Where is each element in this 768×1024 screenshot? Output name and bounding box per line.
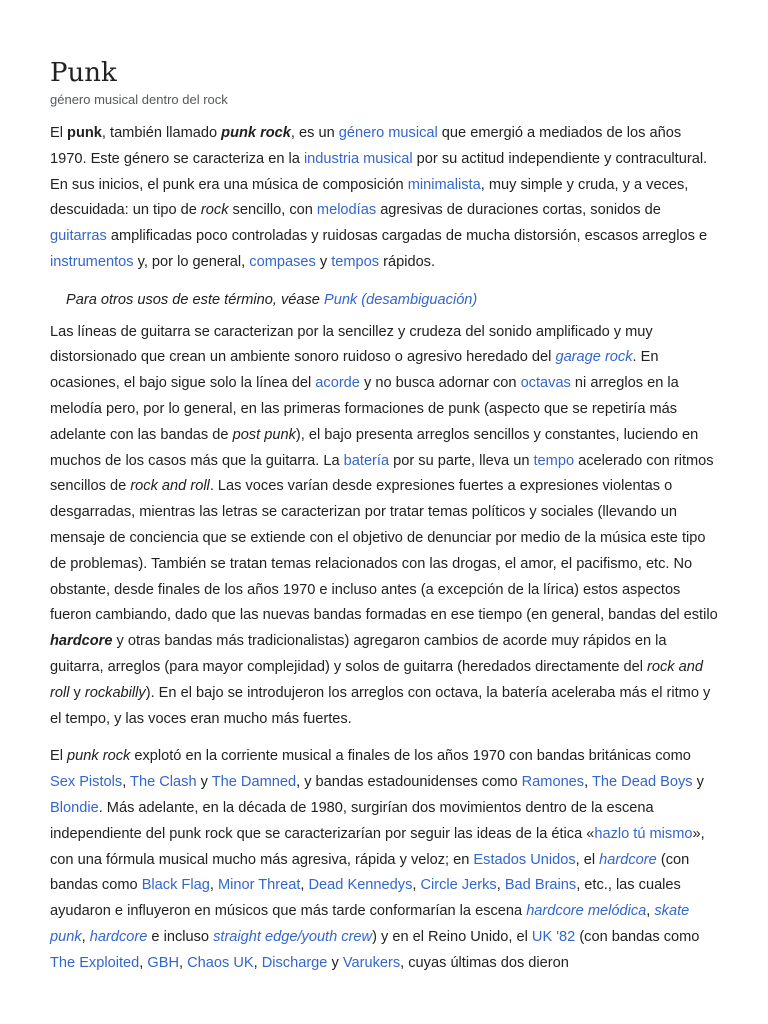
text: sencillo, con [228,202,317,219]
text: , [496,877,505,894]
text: , [139,954,148,971]
link-blondie[interactable]: Blondie [50,799,99,816]
text: ). En el bajo se introdujeron los arreglos con octava, la batería aceleraba más el ritmo y el tempo, y las voces eran mucho más fuertes. [50,684,711,727]
link-circle-jerks[interactable]: Circle Jerks [420,877,497,894]
text: acelerado con ritmos sencillos de [50,452,714,495]
bold-term-punk: punk [67,125,102,141]
page-subtitle: género musical dentro del rock [50,92,228,107]
link-estados-unidos[interactable]: Estados Unidos [473,851,576,868]
link-the-dead-boys[interactable]: The Dead Boys [591,774,693,791]
text: Las líneas de guitarra se caracterizan por la sencillez y crudeza del sonido amplificado y muy distorsionado que crean un ambiente sonoro ruidoso o agresivo heredado del [50,323,653,366]
link-the-exploited[interactable]: The Exploited [50,954,140,971]
text: y, por lo general, [133,253,250,270]
italic-punk-rock: punk rock [67,748,131,765]
link-ramones[interactable]: Ramones [521,774,585,791]
text: y [69,684,85,701]
text: y [315,253,332,270]
link-the-clash[interactable]: The Clash [130,774,197,791]
link-acorde[interactable]: acorde [315,375,360,392]
text: que emergió a mediados de los años 1970. Este género se caracteriza en la [50,125,682,167]
link-hardcore-2[interactable]: hardcore [89,928,148,945]
text: agresivas de duraciones cortas, sonidos de [376,202,661,219]
text: amplificadas poco controladas y ruidosas cargadas de mucha distorsión, escasos arreglos e [106,228,708,245]
text: ), el bajo presenta arreglos sencillos y constantes, luciendo en muchos de los casos más que la guitarra. La [50,426,699,469]
text: ) y en el Reino Unido, el [372,928,532,945]
link-genero-musical[interactable]: género musical [338,125,438,141]
link-octavas[interactable]: octavas [520,375,571,392]
text: , [122,774,131,791]
link-compases[interactable]: compases [249,253,316,270]
paragraph-intro [50,121,718,276]
italic-rockabilly: rockabilly [84,684,146,701]
link-discharge[interactable]: Discharge [261,954,328,971]
link-tempos[interactable]: tempos [331,253,380,270]
link-dead-kennedys[interactable]: Dead Kennedys [308,877,413,894]
text: , el [575,851,600,868]
link-instrumentos[interactable]: instrumentos [50,253,134,270]
link-sex-pistols[interactable]: Sex Pistols [50,774,123,791]
link-bad-brains[interactable]: Bad Brains [504,877,577,894]
page-title: Punk [50,58,117,88]
hatnote-text: Para otros usos de este término, véase [66,291,324,308]
link-varukers[interactable]: Varukers [342,954,401,971]
text: y [327,954,343,971]
paragraph-history [50,744,718,976]
text: y no busca adornar con [359,375,521,392]
text: por su parte, lleva un [389,452,534,469]
link-skate-punk[interactable]: skate punk [50,903,690,945]
text: , [253,954,262,971]
text: , es un [290,125,339,141]
link-the-damned[interactable]: The Damned [211,774,297,791]
text: (con bandas como [50,851,690,894]
bold-term-punk-rock: punk rock [221,125,291,141]
text: , muy simple y cruda, y a veces, descuidada: un tipo de [50,176,689,219]
text: , [81,928,90,945]
text: , [584,774,592,791]
link-hardcore[interactable]: hardcore [599,851,657,868]
italic-rock: rock [200,202,229,219]
text: ni arreglos en la melodía pero, por lo general, en las primeras formaciones de punk (aspecto que se repetiría más adelante con las bandas de [50,375,679,443]
text: , también llamado [101,125,222,141]
italic-rock-and-roll: rock and roll [50,658,704,701]
link-garage-rock[interactable]: garage rock [555,349,633,366]
text: , etc., las cuales ayudaron e influyeron en músicos que más tarde conformarían la escena [50,877,681,920]
link-straight-edge-youth-crew[interactable]: straight edge/youth crew [213,928,373,945]
italic-post-punk: post punk [232,426,296,443]
text: y [196,774,212,791]
hatnote [66,288,718,314]
text: rápidos. [379,253,436,270]
link-guitarras[interactable]: guitarras [50,228,107,245]
text: El [50,748,68,765]
text: . Las voces varían desde expresiones fuertes a expresiones violentas o desgarradas, mientras las letras se caracterizan por tratar temas políticos y sociales (llevando un mensaje de conciencia que se extiende con el objetivo de denunciar por medio de la música este tipo de problemas). También se tratan temas relacionados con las drogas, el amor, el pacifismo, etc. No obstante, desde finales de los años 1970 e incluso antes (a excepción de la lírica) estos aspectos fueron cambiando, dado que las nuevas bandas formadas en ese tiempo (en general, bandas del estilo [50,478,718,624]
link-minimalista[interactable]: minimalista [407,176,481,193]
link-hardcore-melodica[interactable]: hardcore melódica [526,903,647,920]
text: , [646,903,655,920]
text: . En ocasiones, el bajo sigue solo la línea del [50,349,659,392]
link-minor-threat[interactable]: Minor Threat [217,877,301,894]
link-uk-82[interactable]: UK '82 [531,928,576,945]
text: », con una fórmula musical mucho más agresiva, rápida y veloz; en [50,825,705,868]
text: , [300,877,309,894]
link-punk-desambiguacion[interactable]: Punk (desambiguación) [323,291,478,308]
link-chaos-uk[interactable]: Chaos UK [187,954,254,971]
italic-rock-and-roll: rock and roll [130,478,210,495]
text: , y bandas estadounidenses como [296,774,522,791]
text: y otras bandas más tradicionalistas) agregaron cambios de acorde muy rápidos en la guitarra, arreglos (para mayor complejidad) y solos de guitarra (heredados directamente del [50,633,667,675]
link-bateria[interactable]: batería [343,452,390,469]
text: , [412,877,421,894]
bold-term-hardcore: hardcore [50,633,113,650]
text: , [209,877,218,894]
link-tempo[interactable]: tempo [533,452,575,469]
text: , cuyas últimas dos dieron [400,954,569,971]
link-gbh[interactable]: GBH [147,954,179,971]
link-melodias[interactable]: melodías [316,202,377,219]
text: por su actitud independiente y contracultural. En sus inicios, el punk era una música de composición [50,150,708,193]
paragraph-guitar [50,320,718,733]
link-industria-musical[interactable]: industria musical [303,150,413,167]
text: y [692,774,704,791]
text: El [50,125,68,141]
text: explotó en la corriente musical a finales de los años 1970 con bandas británicas como [130,748,691,765]
link-hazlo-tu-mismo[interactable]: hazlo tú mismo [594,825,693,842]
text: . Más adelante, en la década de 1980, surgirían dos movimientos dentro de la escena independiente del punk rock que se caracterizarían por seguir las ideas de la ética « [50,799,654,842]
text: (con bandas como [575,928,700,945]
text: , [178,954,188,971]
text: e incluso [147,928,214,945]
link-black-flag[interactable]: Black Flag [141,877,210,894]
